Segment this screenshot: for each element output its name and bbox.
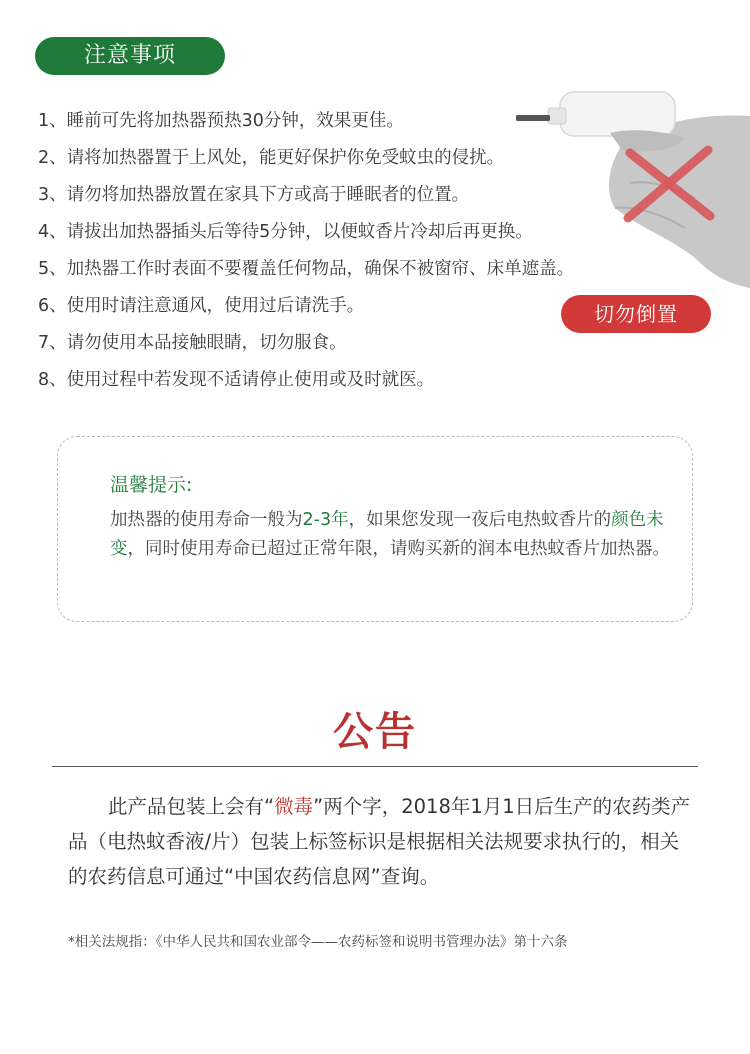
tip-text-2: ，如果您发现一夜后电热蚊香片 (348, 510, 594, 530)
tip-lifespan: 2-3年 (302, 510, 349, 530)
tip-text-3: 的 (593, 510, 612, 530)
notice-item-1: 1、睡前可先将加热器预热30分钟，效果更佳。 (38, 111, 404, 131)
tip-title: 温馨提示: (110, 474, 193, 496)
tip-body (110, 506, 670, 564)
tip-text-4: ，同时使用寿命已超过正常年限，请购买新的润本电热蚊香片加热器。 (127, 539, 670, 559)
tip-text-1: 加热器的使用寿命一般为 (110, 510, 303, 530)
notice-item-2: 2、请将加热器置于上风处，能更好保护你免受蚊虫的侵扰。 (38, 148, 505, 168)
notice-item-6: 6、使用时请注意通风，使用过后请洗手。 (38, 296, 365, 316)
announcement-footnote: *相关法规指：《中华人民共和国农业部令——农药标签和说明书管理办法》第十六条 (68, 934, 568, 950)
hand-holding-heater-upside-down-crossed-icon (510, 88, 750, 303)
notice-item-5: 5、加热器工作时表面不要覆盖任何物品，确保不被窗帘、床单遮盖。 (38, 259, 575, 279)
announcement-text-2: ”两个字，2018年1月1日后生产的农药类产品（电热蚊香液/片）包装上标签标识是根据相关法规要求执行的，相关的农药信息可通过“中国农药信息网”查询。 (68, 795, 691, 888)
notice-item-4: 4、请拔出加热器插头后等待5分钟，以便蚊香片冷却后再更换。 (38, 222, 533, 242)
announcement-body (68, 789, 693, 894)
announcement-title: 公告 (333, 709, 417, 755)
announcement-text-1: 此产品包装上会有“ (108, 795, 275, 818)
do-not-invert-badge: 切勿倒置 (561, 295, 711, 333)
notice-item-3: 3、请勿将加热器放置在家具下方或高于睡眠者的位置。 (38, 185, 470, 205)
announcement-divider (52, 766, 698, 767)
notice-item-8: 8、使用过程中若发现不适请停止使用或及时就医。 (38, 370, 435, 390)
announcement-slight-toxicity: 微毒 (274, 795, 314, 818)
notice-item-7: 7、请勿使用本品接触眼睛，切勿服食。 (38, 333, 347, 353)
tip-color-unchanged: 颜色未变 (110, 510, 664, 559)
notice-title-badge: 注意事项 (35, 37, 225, 75)
